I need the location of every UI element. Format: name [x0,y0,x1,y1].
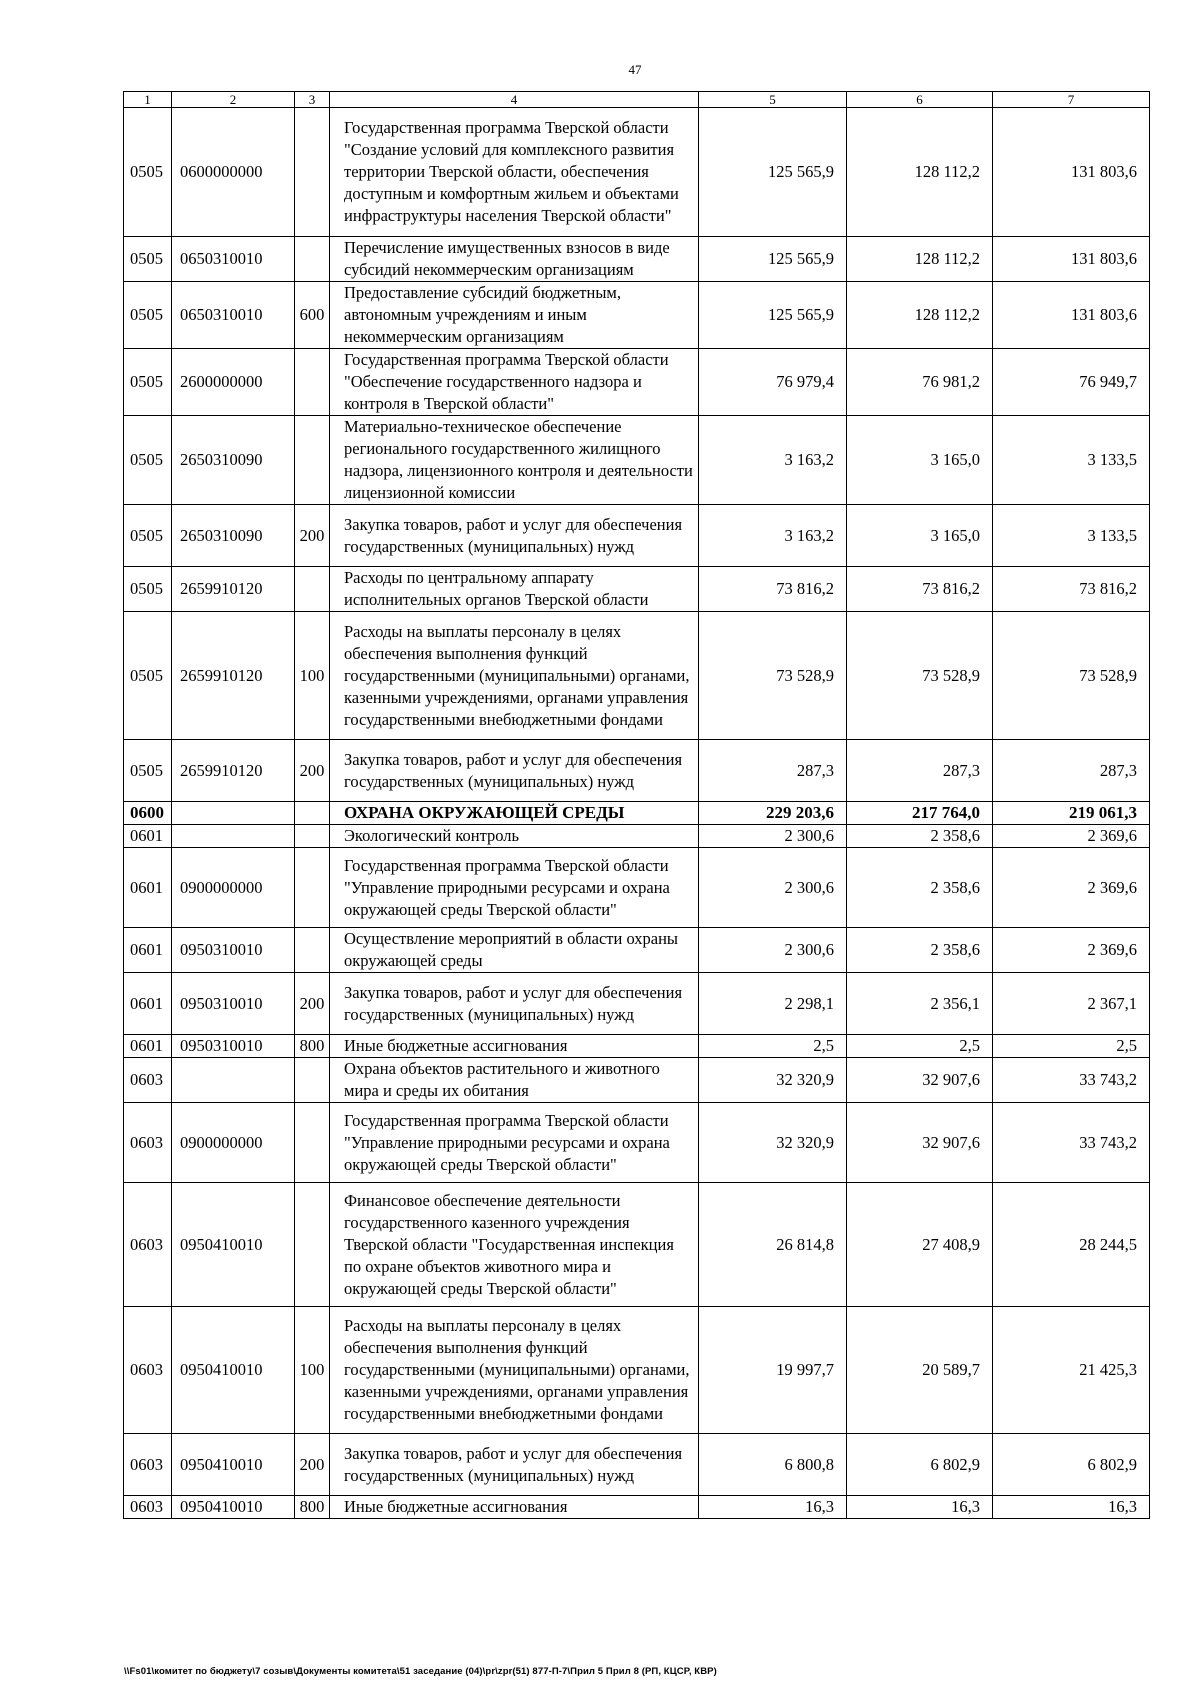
value-col6-cell: 217 764,0 [847,802,993,825]
table-body [124,92,1150,1519]
value-col5-cell: 125 565,9 [699,237,847,282]
expense-type-code-cell [295,848,330,928]
item-name-cell: Государственная программа Тверской области "Создание условий для комплексного развития территории Тверской области, обеспечения доступным и комфортным жильем и объектами инфраструктуры населения Тверской области" [330,108,699,237]
value-col7-cell: 2 369,6 [993,848,1150,928]
value-col7-cell: 219 061,3 [993,802,1150,825]
table-row [124,567,1150,612]
target-article-code-cell: 2650310090 [172,416,295,505]
section-code-cell: 0603 [124,1058,172,1103]
item-name-cell: Материально-техническое обеспечение регионального государственного жилищного надзора, лицензионного контроля и деятельности лицензионной комиссии [330,416,699,505]
expense-type-code-cell [295,237,330,282]
target-article-code-cell: 2659910120 [172,740,295,802]
value-col6-cell: 2 358,6 [847,928,993,973]
target-article-code-cell: 2600000000 [172,349,295,416]
target-article-code-cell: 0950310010 [172,1035,295,1058]
target-article-code-cell [172,802,295,825]
value-col7-cell: 76 949,7 [993,349,1150,416]
item-name-cell: Перечисление имущественных взносов в виде субсидий некоммерческим организациям [330,237,699,282]
value-col7-cell: 3 133,5 [993,505,1150,567]
table-row [124,928,1150,973]
table-row [124,237,1150,282]
table-row [124,1035,1150,1058]
target-article-code-cell: 0950410010 [172,1307,295,1434]
item-name-cell: Иные бюджетные ассигнования [330,1496,699,1519]
expense-type-code-cell [295,416,330,505]
item-name-cell: Экологический контроль [330,825,699,848]
target-article-code-cell: 0950410010 [172,1496,295,1519]
header-cell: 3 [295,92,330,108]
value-col5-cell: 2 298,1 [699,973,847,1035]
value-col7-cell: 131 803,6 [993,282,1150,349]
section-code-cell: 0603 [124,1434,172,1496]
value-col5-cell: 287,3 [699,740,847,802]
target-article-code-cell: 2659910120 [172,612,295,740]
section-code-cell: 0505 [124,505,172,567]
value-col7-cell: 16,3 [993,1496,1150,1519]
table-header-row [124,92,1150,108]
value-col5-cell: 2 300,6 [699,928,847,973]
value-col6-cell: 3 165,0 [847,416,993,505]
value-col5-cell: 26 814,8 [699,1183,847,1307]
expense-type-code-cell [295,1058,330,1103]
value-col6-cell: 2 358,6 [847,825,993,848]
target-article-code-cell: 0950410010 [172,1183,295,1307]
value-col6-cell: 2 358,6 [847,848,993,928]
value-col5-cell: 73 816,2 [699,567,847,612]
section-code-cell: 0601 [124,825,172,848]
value-col6-cell: 2 356,1 [847,973,993,1035]
section-code-cell: 0505 [124,349,172,416]
section-code-cell: 0505 [124,282,172,349]
table-row [124,973,1150,1035]
target-article-code-cell [172,825,295,848]
value-col7-cell: 21 425,3 [993,1307,1150,1434]
value-col6-cell: 20 589,7 [847,1307,993,1434]
table-row [124,802,1150,825]
item-name-cell: Предоставление субсидий бюджетным, автономным учреждениям и иным некоммерческим организациям [330,282,699,349]
value-col7-cell: 287,3 [993,740,1150,802]
value-col7-cell: 131 803,6 [993,108,1150,237]
value-col6-cell: 2,5 [847,1035,993,1058]
expense-type-code-cell [295,1103,330,1183]
target-article-code-cell: 0650310010 [172,282,295,349]
budget-table [123,91,1150,1519]
target-article-code-cell: 0600000000 [172,108,295,237]
item-name-cell: Закупка товаров, работ и услуг для обеспечения государственных (муниципальных) нужд [330,973,699,1035]
section-code-cell: 0601 [124,928,172,973]
expense-type-code-cell [295,1183,330,1307]
value-col7-cell: 2,5 [993,1035,1150,1058]
target-article-code-cell: 2659910120 [172,567,295,612]
value-col6-cell: 6 802,9 [847,1434,993,1496]
value-col6-cell: 3 165,0 [847,505,993,567]
item-name-cell: Государственная программа Тверской области "Управление природными ресурсами и охрана окружающей среды Тверской области" [330,1103,699,1183]
value-col7-cell: 33 743,2 [993,1103,1150,1183]
item-name-cell: Финансовое обеспечение деятельности государственного казенного учреждения Тверской области "Государственная инспекция по охране объектов животного мира и окружающей среды Тверской области" [330,1183,699,1307]
expense-type-code-cell: 100 [295,1307,330,1434]
value-col6-cell: 128 112,2 [847,108,993,237]
value-col5-cell: 19 997,7 [699,1307,847,1434]
table-row [124,416,1150,505]
expense-type-code-cell: 200 [295,973,330,1035]
value-col7-cell: 2 367,1 [993,973,1150,1035]
section-code-cell: 0603 [124,1496,172,1519]
value-col5-cell: 16,3 [699,1496,847,1519]
section-code-cell: 0603 [124,1103,172,1183]
section-code-cell: 0505 [124,740,172,802]
value-col5-cell: 73 528,9 [699,612,847,740]
header-cell: 5 [699,92,847,108]
value-col5-cell: 6 800,8 [699,1434,847,1496]
item-name-cell: Закупка товаров, работ и услуг для обеспечения государственных (муниципальных) нужд [330,1434,699,1496]
expense-type-code-cell: 800 [295,1496,330,1519]
expense-type-code-cell [295,567,330,612]
item-name-cell: Расходы по центральному аппарату исполнительных органов Тверской области [330,567,699,612]
expense-type-code-cell: 100 [295,612,330,740]
expense-type-code-cell [295,928,330,973]
header-cell: 7 [993,92,1150,108]
section-code-cell: 0600 [124,802,172,825]
expense-type-code-cell [295,108,330,237]
value-col7-cell: 2 369,6 [993,928,1150,973]
item-name-cell: Охрана объектов растительного и животного мира и среды их обитания [330,1058,699,1103]
value-col5-cell: 76 979,4 [699,349,847,416]
table-row [124,1307,1150,1434]
item-name-cell: Закупка товаров, работ и услуг для обеспечения государственных (муниципальных) нужд [330,505,699,567]
table-row [124,108,1150,237]
value-col5-cell: 3 163,2 [699,416,847,505]
file-path-footer: \\Fs01\комитет по бюджету\7 созыв\Документы комитета\51 заседание (04)\pr\zpr(51) 877-П-7\Прил 5 Прил 8 (РП, КЦСР, КВР) [124,1666,717,1677]
target-article-code-cell: 0650310010 [172,237,295,282]
item-name-cell: Закупка товаров, работ и услуг для обеспечения государственных (муниципальных) нужд [330,740,699,802]
value-col5-cell: 125 565,9 [699,282,847,349]
item-name-cell: Осуществление мероприятий в области охраны окружающей среды [330,928,699,973]
target-article-code-cell: 0900000000 [172,1103,295,1183]
item-name-cell: Иные бюджетные ассигнования [330,1035,699,1058]
expense-type-code-cell: 800 [295,1035,330,1058]
value-col7-cell: 73 528,9 [993,612,1150,740]
value-col6-cell: 16,3 [847,1496,993,1519]
expense-type-code-cell: 200 [295,740,330,802]
value-col5-cell: 3 163,2 [699,505,847,567]
section-code-cell: 0603 [124,1183,172,1307]
value-col5-cell: 125 565,9 [699,108,847,237]
item-name-cell: Расходы на выплаты персоналу в целях обеспечения выполнения функций государственными (муниципальными) органами, казенными учреждениями, органами управления государственными внебюджетными фондами [330,612,699,740]
table-row [124,1058,1150,1103]
section-code-cell: 0601 [124,848,172,928]
value-col7-cell: 3 133,5 [993,416,1150,505]
value-col7-cell: 2 369,6 [993,825,1150,848]
value-col6-cell: 287,3 [847,740,993,802]
item-name-cell: Государственная программа Тверской области "Обеспечение государственного надзора и контроля в Тверской области" [330,349,699,416]
expense-type-code-cell: 200 [295,1434,330,1496]
expense-type-code-cell [295,802,330,825]
value-col6-cell: 128 112,2 [847,282,993,349]
section-code-cell: 0603 [124,1307,172,1434]
value-col6-cell: 73 528,9 [847,612,993,740]
table-row [124,1103,1150,1183]
target-article-code-cell: 0950310010 [172,928,295,973]
target-article-code-cell: 0900000000 [172,848,295,928]
value-col7-cell: 131 803,6 [993,237,1150,282]
item-name-cell: Расходы на выплаты персоналу в целях обеспечения выполнения функций государственными (муниципальными) органами, казенными учреждениями, органами управления государственными внебюджетными фондами [330,1307,699,1434]
table-row [124,825,1150,848]
header-cell: 1 [124,92,172,108]
section-code-cell: 0505 [124,567,172,612]
target-article-code-cell: 2650310090 [172,505,295,567]
value-col5-cell: 2 300,6 [699,825,847,848]
section-code-cell: 0601 [124,1035,172,1058]
table-row [124,1496,1150,1519]
table-row [124,740,1150,802]
value-col7-cell: 73 816,2 [993,567,1150,612]
table-row [124,505,1150,567]
table-row [124,282,1150,349]
table-row [124,848,1150,928]
value-col5-cell: 229 203,6 [699,802,847,825]
section-code-cell: 0505 [124,612,172,740]
value-col5-cell: 32 320,9 [699,1058,847,1103]
target-article-code-cell [172,1058,295,1103]
header-cell: 2 [172,92,295,108]
target-article-code-cell: 0950410010 [172,1434,295,1496]
value-col6-cell: 76 981,2 [847,349,993,416]
expense-type-code-cell: 600 [295,282,330,349]
value-col6-cell: 32 907,6 [847,1103,993,1183]
table-row [124,612,1150,740]
value-col5-cell: 32 320,9 [699,1103,847,1183]
value-col5-cell: 2,5 [699,1035,847,1058]
section-code-cell: 0505 [124,237,172,282]
header-cell: 4 [330,92,699,108]
expense-type-code-cell [295,349,330,416]
expense-type-code-cell: 200 [295,505,330,567]
table-row [124,1183,1150,1307]
table-row [124,349,1150,416]
value-col6-cell: 128 112,2 [847,237,993,282]
item-name-cell: Государственная программа Тверской области "Управление природными ресурсами и охрана окружающей среды Тверской области" [330,848,699,928]
target-article-code-cell: 0950310010 [172,973,295,1035]
value-col5-cell: 2 300,6 [699,848,847,928]
page-number: 47 [628,62,642,77]
item-name-cell: ОХРАНА ОКРУЖАЮЩЕЙ СРЕДЫ [330,802,699,825]
header-cell: 6 [847,92,993,108]
value-col6-cell: 32 907,6 [847,1058,993,1103]
value-col6-cell: 73 816,2 [847,567,993,612]
section-code-cell: 0505 [124,108,172,237]
expense-type-code-cell [295,825,330,848]
section-code-cell: 0601 [124,973,172,1035]
value-col7-cell: 28 244,5 [993,1183,1150,1307]
table-row [124,1434,1150,1496]
value-col7-cell: 33 743,2 [993,1058,1150,1103]
value-col7-cell: 6 802,9 [993,1434,1150,1496]
value-col6-cell: 27 408,9 [847,1183,993,1307]
section-code-cell: 0505 [124,416,172,505]
